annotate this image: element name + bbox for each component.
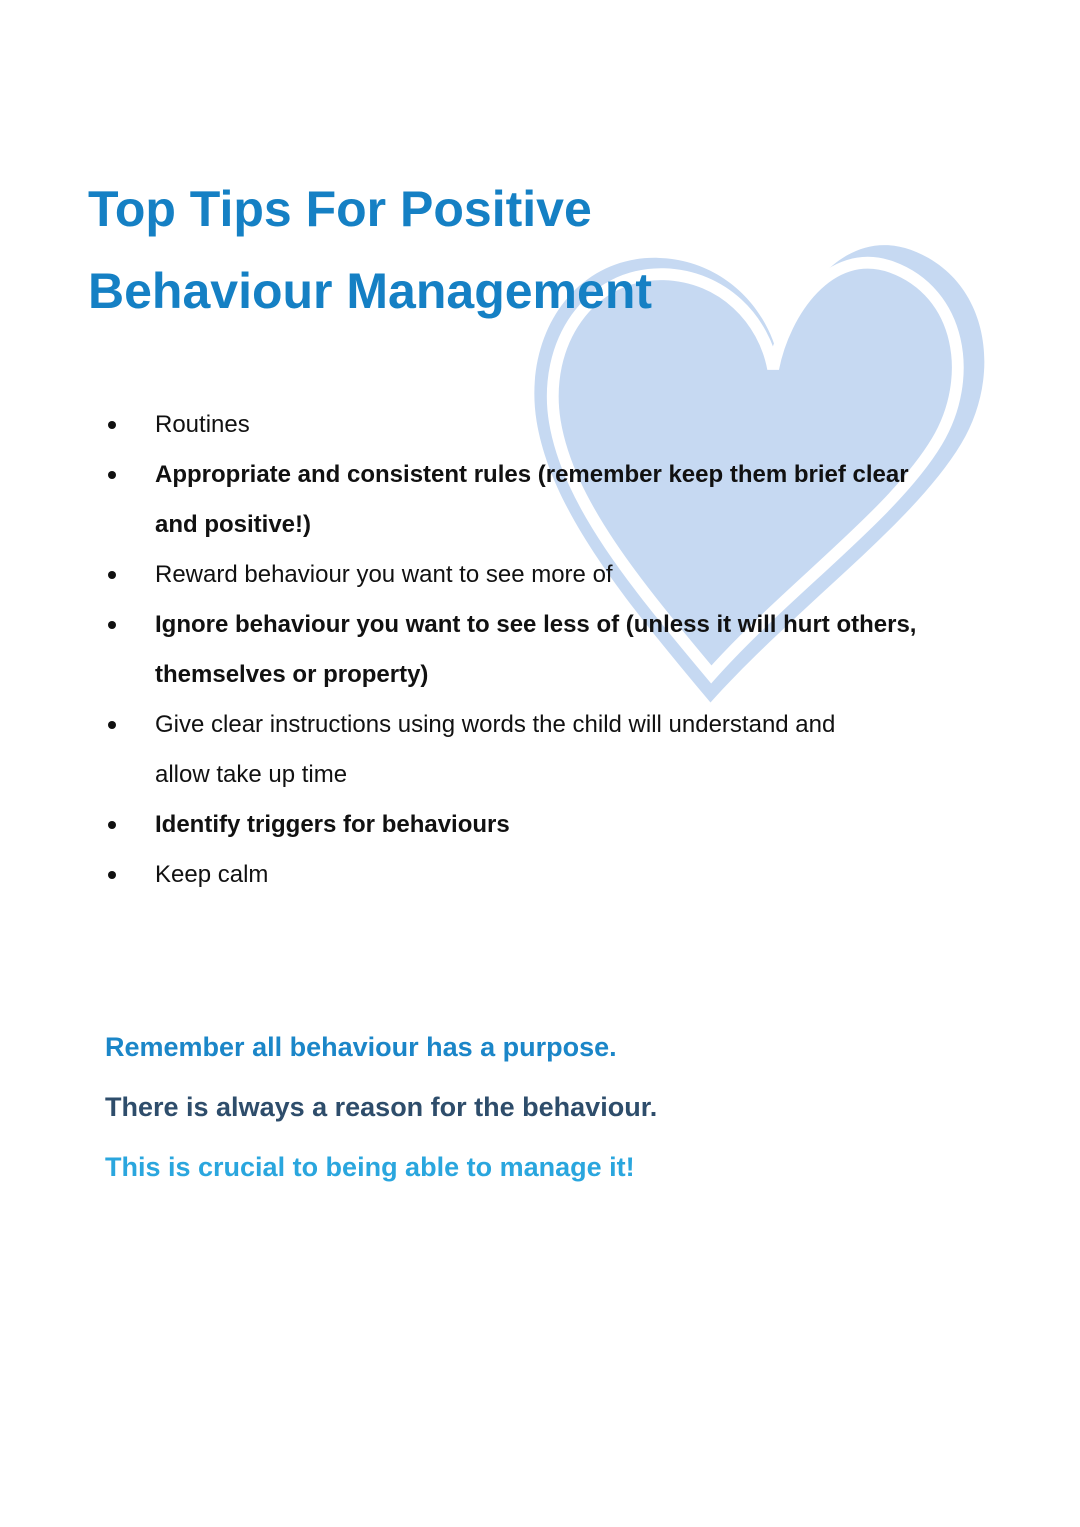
bullet-icon — [108, 721, 116, 729]
list-item — [105, 700, 985, 800]
list-item — [105, 850, 985, 900]
list-item-text: Reward behaviour you want to see more of — [155, 561, 613, 588]
list-item — [105, 550, 985, 600]
list-item-text: themselves or property) — [155, 661, 429, 688]
list-item-text: Keep calm — [155, 861, 269, 888]
bullet-icon — [108, 821, 116, 829]
closing-line: This is crucial to being able to manage it! — [105, 1152, 635, 1182]
list-item — [105, 400, 985, 450]
list-item-text: and positive!) — [155, 511, 312, 538]
bullet-icon — [108, 421, 116, 429]
list-item — [105, 450, 985, 550]
tips-list — [105, 400, 985, 900]
list-item-text: Identify triggers for behaviours — [155, 811, 510, 838]
page-title-line-2: Behaviour Management — [88, 263, 653, 319]
page-title-line-1: Top Tips For Positive — [88, 181, 592, 237]
bullet-icon — [108, 571, 116, 579]
bullet-icon — [108, 621, 116, 629]
list-item-text: allow take up time — [155, 761, 348, 788]
closing-line: There is always a reason for the behaviour. — [105, 1092, 658, 1122]
bullet-icon — [108, 471, 116, 479]
closing-line: Remember all behaviour has a purpose. — [105, 1032, 617, 1062]
list-item-text: Routines — [155, 411, 250, 438]
closing-statements — [105, 1030, 657, 1210]
list-item — [105, 600, 985, 700]
list-item — [105, 800, 985, 850]
list-item-text: Appropriate and consistent rules (remember keep them brief clear — [155, 461, 909, 488]
list-item-text: Ignore behaviour you want to see less of (unless it will hurt others, — [155, 611, 917, 638]
page-title — [88, 168, 652, 332]
list-item-text: Give clear instructions using words the child will understand and — [155, 711, 836, 738]
bullet-icon — [108, 871, 116, 879]
